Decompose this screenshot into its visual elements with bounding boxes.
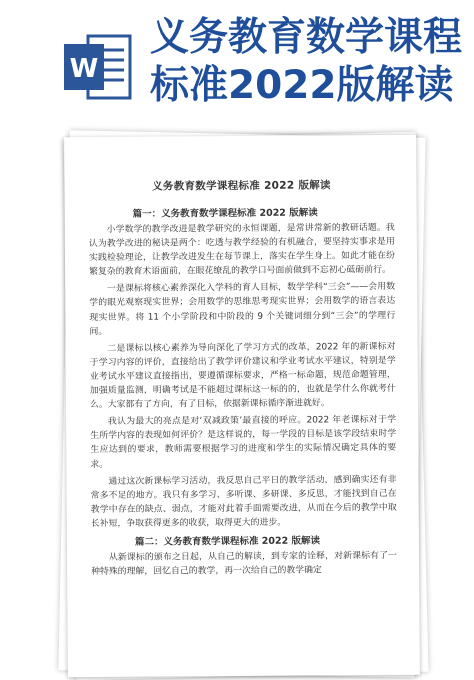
section-heading-1: 篇一：义务教育数学课程标准 2022 版解读 <box>132 207 318 220</box>
page-title <box>150 14 470 110</box>
paragraph: 我认为最大的亮点是对‘双减政策’最直接的呼应。2022 年老课标对于学生所学内容的表现如何评价？是这样说的，每一学段的目标是该学段结束时学生应达到的要求，教师需要根据学习的进度和学生的实际情况确定具体的要求。 <box>90 415 397 470</box>
paragraph: 小学数学的教学改进是教学研究的永恒课题，是常讲常新的教研话题。我认为教学改进的秘诀是两个：吃透与教学经验的有机融合，要坚持实事求是用实践检验理论，让教学改进发生在每节课上，落实在学生身上。如此才能在纷繁复杂的教育术语面前，在眼花缭乱的教学口号面前做到不忘初心砥砺前行。 <box>88 222 395 278</box>
paragraph: 一是课标将核心素养深化入学科的育人目标，数学学科“三会”——会用数学的眼光观察现实世界；会用数学的思维思考现实世界；会用数学的语言表达现实世界。将 11 个小学阶段和中阶段的 9 个关键词细分到“三会”的学理行间。 <box>89 282 396 337</box>
page-title-line-1: 义务教育数学课程 <box>150 15 463 60</box>
page-title-line-2: 标准2022版解读 <box>150 63 454 108</box>
paragraph: 从新课标的颁布之日起，从自己的解读，到专家的诠释，对新课标有了一种特殊的理解，回忆自己的教学，再一次给自己的教学确定 <box>91 550 398 578</box>
section-heading-2: 篇二：义务教育数学课程标准 2022 版解读 <box>134 535 321 548</box>
word-icon-letter: W <box>69 54 99 84</box>
paragraph: 通过这次新课标学习活动，我反思自己平日的教学活动，感到确实还有非常多不足的地方。我只有多学习、多听课、多研课、多反思，才能找到自己在教学中存在的缺点、弱点，才能对此着手面需要改进，从而在今后的教学中取长补短，争取获得更多的收获，取得更大的进步。 <box>90 474 397 529</box>
document-title: 义务教育数学课程标准 2022 版解读 <box>152 179 331 193</box>
paragraph: 二是课标以核心素养为导向深化了学习方式的改革，2022 年的新课标对于学习内容的评价，直接给出了教学评价建议和学业考试水平建议，特别是学业考试水平建议直接指出，要遵循课标要求，严格一标命题，规范命题管理，加强质量监测，明确考试是不能超过课标这一标的的，也就是学什么你就考什么。大家都有了方向，有了目标，依据新课标循序渐进就好。 <box>89 341 396 411</box>
word-document-icon <box>62 32 134 102</box>
document-page <box>64 135 420 677</box>
document-preview <box>0 120 474 669</box>
banner-header <box>0 0 474 120</box>
